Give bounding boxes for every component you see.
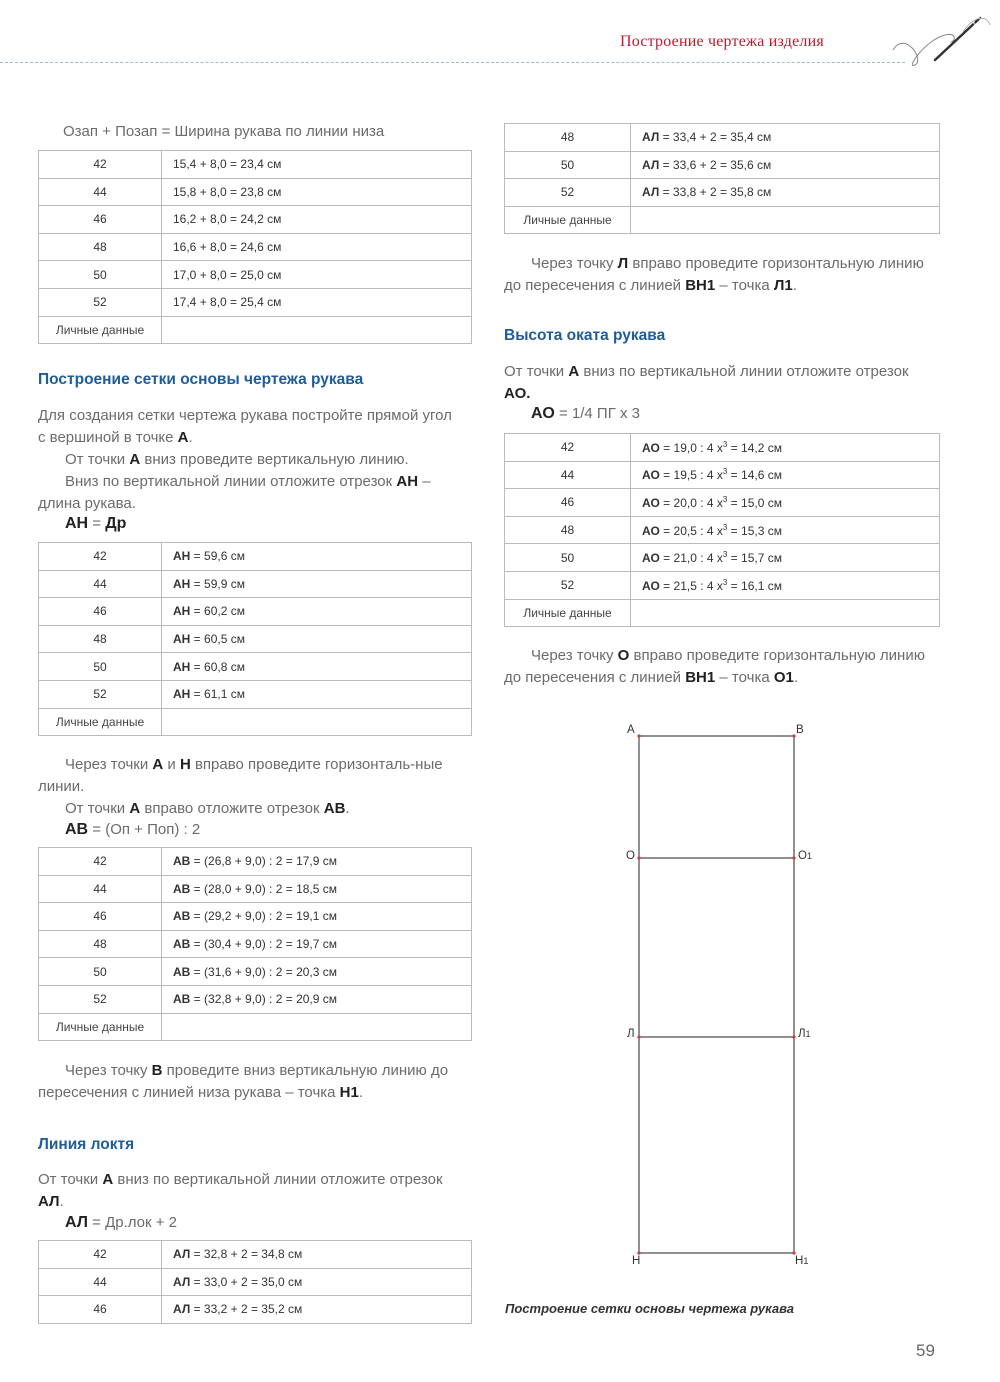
table-row	[39, 1241, 472, 1269]
table-row	[39, 903, 472, 931]
table-row	[39, 1268, 472, 1296]
value-variable: АО	[642, 523, 660, 538]
intro-formula: Озап + Позап = Ширина рукава по линии низа	[63, 123, 385, 140]
formula-ao: АО = 1/4 ПГ х 3	[531, 405, 640, 422]
value-superscript: 3	[722, 577, 728, 587]
point-l1	[792, 1035, 795, 1038]
value-expression: = 33,6 + 2 = 35,6 см	[659, 157, 772, 172]
value-cell	[162, 598, 472, 626]
label-h1: Н1	[795, 1255, 809, 1267]
label-a: А	[627, 724, 635, 736]
table-row	[39, 958, 472, 986]
paragraph-point-h1: Через точку В проведите вниз вертикальную линию до пересечения с линией низа рукава – точка Н1.	[38, 1062, 449, 1101]
value-variable: АВ	[173, 992, 191, 1007]
label-l: Л	[627, 1028, 635, 1040]
value-cell	[631, 516, 940, 544]
value-result: = 14,2 см	[727, 440, 782, 455]
table-cap-height	[504, 433, 940, 627]
size-cell: 50	[39, 958, 162, 986]
size-cell: 42	[39, 543, 162, 571]
size-cell: 44	[39, 1268, 162, 1296]
value-expression: = 33,4 + 2 = 35,4 см	[659, 130, 772, 145]
size-cell: 46	[39, 206, 162, 234]
table-row	[39, 206, 472, 234]
value-expression: = 33,2 + 2 = 35,2 см	[190, 1302, 303, 1317]
value-variable: АН	[173, 604, 191, 619]
table-row	[39, 261, 472, 289]
size-cell: 46	[39, 598, 162, 626]
size-cell: 52	[39, 680, 162, 708]
value-cell	[631, 544, 940, 572]
value-cell	[631, 124, 940, 152]
value-expression: = (31,6 + 9,0) : 2 = 20,3 см	[190, 964, 338, 979]
table-sleeve-length	[38, 542, 472, 736]
table-row	[39, 1296, 472, 1324]
table-row	[39, 598, 472, 626]
table-sleeve-width-ab	[38, 847, 472, 1041]
table-row	[505, 571, 940, 599]
value-cell	[631, 571, 940, 599]
value-variable: АО	[642, 440, 660, 455]
value-variable: АО	[642, 495, 660, 510]
point-o	[637, 856, 640, 859]
value-variable: АЛ	[173, 1274, 191, 1289]
value-expression: = 19,0 : 4 х	[659, 440, 723, 455]
size-cell: Личные данные	[505, 599, 631, 627]
size-cell: 46	[39, 1296, 162, 1324]
value-variable: АН	[173, 687, 191, 702]
table-row	[505, 544, 940, 572]
size-cell: 48	[39, 625, 162, 653]
value-variable: АВ	[173, 854, 191, 869]
value-superscript: 3	[722, 439, 728, 449]
size-cell: 42	[505, 434, 631, 462]
value-superscript: 3	[722, 522, 728, 532]
value-cell: 17,0 + 8,0 = 25,0 см	[162, 261, 472, 289]
value-superscript: 3	[722, 494, 728, 504]
value-variable: АВ	[173, 964, 191, 979]
value-variable: АЛ	[642, 157, 660, 172]
table-row	[39, 288, 472, 316]
value-expression: = 20,0 : 4 х	[659, 495, 723, 510]
value-cell	[631, 434, 940, 462]
value-variable: АВ	[173, 937, 191, 952]
value-cell: 15,8 + 8,0 = 23,8 см	[162, 178, 472, 206]
table-row	[39, 930, 472, 958]
size-cell: 44	[39, 570, 162, 598]
formula-al: АЛ = Др.лок + 2	[65, 1214, 178, 1231]
value-expression: = 21,0 : 4 х	[659, 551, 723, 566]
size-cell: 50	[39, 653, 162, 681]
value-cell[interactable]	[162, 316, 472, 344]
value-cell	[631, 179, 940, 207]
paragraph-right-angle: Для создания сетки чертежа рукава постройте прямой угол с вершиной в точке А.	[38, 407, 452, 446]
heading-elbow-line: Линия локтя	[38, 1136, 135, 1153]
point-o1	[792, 856, 795, 859]
value-variable: АН	[173, 659, 191, 674]
table-row	[39, 653, 472, 681]
page-header-title: Построение чертежа изделия	[620, 33, 824, 50]
point-l	[637, 1035, 640, 1038]
value-cell	[162, 1241, 472, 1269]
table-row	[39, 985, 472, 1013]
value-expression: = (30,4 + 9,0) : 2 = 19,7 см	[190, 937, 338, 952]
table-row	[505, 489, 940, 517]
value-cell	[162, 958, 472, 986]
table-row	[505, 179, 940, 207]
value-cell[interactable]	[162, 708, 472, 736]
table-row	[39, 233, 472, 261]
size-cell: 44	[39, 178, 162, 206]
value-variable: АН	[173, 549, 191, 564]
page-number: 59	[916, 1341, 935, 1360]
table-row	[39, 1013, 472, 1041]
value-expression: = 20,5 : 4 х	[659, 523, 723, 538]
table-row	[505, 434, 940, 462]
value-expression: = (28,0 + 9,0) : 2 = 18,5 см	[190, 881, 338, 896]
table-row	[505, 124, 940, 152]
value-expression: = (32,8 + 9,0) : 2 = 20,9 см	[190, 992, 338, 1007]
size-cell: Личные данные	[39, 316, 162, 344]
table-row	[39, 680, 472, 708]
value-expression: = (29,2 + 9,0) : 2 = 19,1 см	[190, 909, 338, 924]
value-variable: АО	[642, 551, 660, 566]
size-cell: 42	[39, 1241, 162, 1269]
size-cell: 50	[505, 544, 631, 572]
value-variable: АН	[173, 632, 191, 647]
table-elbow-left	[38, 1240, 472, 1324]
value-expression: = 61,1 см	[190, 687, 245, 702]
value-cell	[162, 680, 472, 708]
table-row	[39, 848, 472, 876]
size-cell: 48	[505, 516, 631, 544]
paragraph-horizontal-lines: Через точки А и Н вправо проведите горизонталь-ные линии.	[38, 756, 443, 795]
label-h: Н	[632, 1255, 641, 1267]
value-cell	[162, 653, 472, 681]
value-cell: 16,2 + 8,0 = 24,2 см	[162, 206, 472, 234]
value-cell	[162, 625, 472, 653]
value-cell	[631, 489, 940, 517]
value-variable: АЛ	[642, 185, 660, 200]
value-expression: = 60,5 см	[190, 632, 245, 647]
table-sleeve-width	[38, 150, 472, 344]
value-variable: АЛ	[642, 130, 660, 145]
value-cell	[162, 570, 472, 598]
size-cell: Личные данные	[39, 708, 162, 736]
point-a	[637, 734, 640, 737]
value-expression: = 60,8 см	[190, 659, 245, 674]
needle-thread-icon	[885, 10, 995, 70]
value-variable: АО	[642, 468, 660, 483]
value-cell[interactable]	[631, 599, 940, 627]
value-variable: АВ	[173, 909, 191, 924]
value-cell	[631, 461, 940, 489]
size-cell: 52	[39, 985, 162, 1013]
size-cell: 50	[505, 151, 631, 179]
label-l1: Л1	[798, 1028, 811, 1040]
table-row	[505, 461, 940, 489]
value-expression: = 33,8 + 2 = 35,8 см	[659, 185, 772, 200]
heading-sleeve-grid: Построение сетки основы чертежа рукава	[38, 371, 364, 388]
value-cell	[631, 151, 940, 179]
value-cell	[162, 930, 472, 958]
table-row	[39, 178, 472, 206]
value-cell: 17,4 + 8,0 = 25,4 см	[162, 288, 472, 316]
value-cell	[162, 543, 472, 571]
value-cell	[162, 875, 472, 903]
value-cell: 15,4 + 8,0 = 23,4 см	[162, 151, 472, 179]
table-row	[39, 316, 472, 344]
paragraph-point-o1: Через точку О вправо проведите горизонтальную линию до пересечения с линией ВН1 – точка О1.	[504, 647, 925, 686]
table-row	[39, 875, 472, 903]
paragraph-segment-al: От точки А вниз по вертикальной линии отложите отрезок АЛ.	[38, 1171, 443, 1210]
value-expression: = 19,5 : 4 х	[659, 468, 723, 483]
value-cell	[162, 1296, 472, 1324]
table-row	[505, 206, 940, 234]
size-cell: 46	[505, 489, 631, 517]
paragraph-segment-ao: От точки А вниз по вертикальной линии отложите отрезок АО.	[504, 363, 909, 402]
size-cell: 50	[39, 261, 162, 289]
value-cell[interactable]	[162, 1013, 472, 1041]
value-variable: АВ	[173, 881, 191, 896]
value-expression: = 60,2 см	[190, 604, 245, 619]
value-variable: АО	[642, 578, 660, 593]
table-row	[505, 599, 940, 627]
table-row	[39, 708, 472, 736]
label-o: О	[626, 850, 635, 862]
header-divider	[0, 62, 905, 63]
value-expression: = (26,8 + 9,0) : 2 = 17,9 см	[190, 854, 338, 869]
value-expression: = 21,5 : 4 х	[659, 578, 723, 593]
heading-cap-height: Высота оката рукава	[504, 327, 666, 344]
size-cell: 46	[39, 903, 162, 931]
size-cell: 44	[39, 875, 162, 903]
value-variable: АН	[173, 576, 191, 591]
size-cell: 52	[505, 571, 631, 599]
paragraph-segment-ah: Вниз по вертикальной линии отложите отрезок АН – длина рукава.	[38, 473, 431, 512]
value-expression: = 33,0 + 2 = 35,0 см	[190, 1274, 303, 1289]
table-row	[39, 625, 472, 653]
value-variable: АЛ	[173, 1302, 191, 1317]
value-superscript: 3	[722, 467, 728, 477]
value-result: = 14,6 см	[727, 468, 782, 483]
value-expression: = 32,8 + 2 = 34,8 см	[190, 1247, 303, 1262]
size-cell: 42	[39, 848, 162, 876]
diagram-caption: Построение сетки основы чертежа рукава	[505, 1301, 795, 1316]
label-o1: О1	[798, 850, 812, 862]
sleeve-grid-diagram	[600, 715, 830, 1275]
value-expression: = 59,6 см	[190, 549, 245, 564]
paragraph-point-l1: Через точку Л вправо проведите горизонтальную линию до пересечения с линией ВН1 – точка Л1.	[504, 255, 924, 294]
table-row	[39, 543, 472, 571]
size-cell: 48	[39, 930, 162, 958]
size-cell: 48	[505, 124, 631, 152]
table-row	[505, 151, 940, 179]
value-result: = 16,1 см	[727, 578, 782, 593]
value-cell: 16,6 + 8,0 = 24,6 см	[162, 233, 472, 261]
label-b: В	[796, 724, 804, 736]
value-cell	[162, 1268, 472, 1296]
value-cell	[162, 848, 472, 876]
value-expression: = 59,9 см	[190, 576, 245, 591]
size-cell: 42	[39, 151, 162, 179]
table-row	[505, 516, 940, 544]
paragraph-segment-ab: От точки А вправо отложите отрезок АВ.	[65, 800, 350, 817]
size-cell: 44	[505, 461, 631, 489]
size-cell: Личные данные	[39, 1013, 162, 1041]
table-row	[39, 151, 472, 179]
value-cell	[162, 985, 472, 1013]
size-cell: 48	[39, 233, 162, 261]
value-cell	[162, 903, 472, 931]
value-result: = 15,0 см	[727, 495, 782, 510]
grid-rectangle	[639, 736, 794, 1253]
size-cell: Личные данные	[505, 206, 631, 234]
table-elbow-right	[504, 123, 940, 234]
formula-ab: АВ = (Оп + Поп) : 2	[65, 821, 201, 838]
size-cell: 52	[39, 288, 162, 316]
paragraph-vertical-line: От точки А вниз проведите вертикальную линию.	[65, 451, 409, 468]
value-result: = 15,3 см	[727, 523, 782, 538]
value-cell[interactable]	[631, 206, 940, 234]
table-row	[39, 570, 472, 598]
size-cell: 52	[505, 179, 631, 207]
value-result: = 15,7 см	[727, 551, 782, 566]
formula-ah: АН = Др	[65, 515, 127, 532]
value-variable: АЛ	[173, 1247, 191, 1262]
value-superscript: 3	[722, 550, 728, 560]
